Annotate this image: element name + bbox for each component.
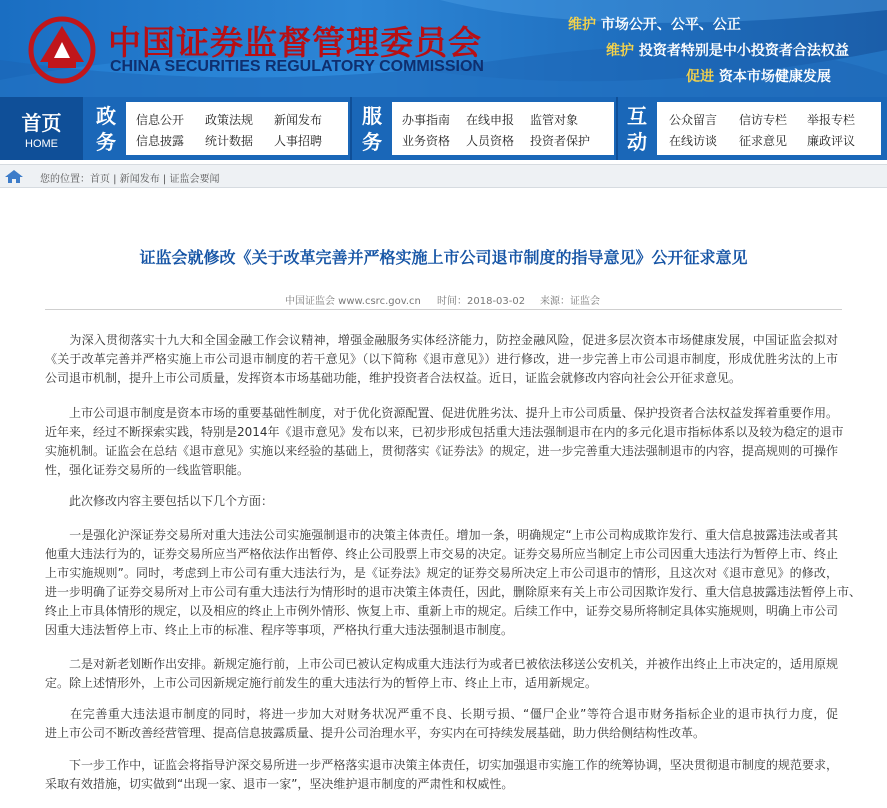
nav-link-statistics[interactable]: 统计数据 <box>205 134 254 148</box>
paragraph-line: 下一步工作中，证监会将指导沪深交易所进一步严格落实退市决策主体责任，切实加强退市实施工作的统筹协调，坚决贯彻退市制度的规范要求， <box>45 758 838 772</box>
article-paragraph-2 <box>45 404 844 480</box>
nav-home-label: 首页 <box>21 111 62 135</box>
main-navigation <box>0 97 887 160</box>
paragraph-line: 他重大违法行为的，证券交易所应当严格依法作出暂停、终止公司股票上市交易的决定。证券交易所应当制定上市公司因重大违法行为暂停上市、终止 <box>45 547 838 561</box>
nav-category-government-affairs <box>88 97 124 160</box>
nav-home-button[interactable] <box>0 97 83 160</box>
paragraph-line: 在完善重大违法退市制度的同时，将进一步加大对财务状况严重不良、长期亏损、“僵尸企业”等符合退市财务指标企业的退市执行力度，促 <box>45 707 838 721</box>
nav-link-online-interviews[interactable]: 在线访谈 <box>669 134 718 148</box>
slogan-2 <box>606 40 849 60</box>
slogan-1-text: 市场公开、公平、公正 <box>600 17 741 33</box>
article-paragraph-4 <box>45 526 862 640</box>
paragraph-line: 此次修改内容主要包括以下几个方面： <box>45 494 274 508</box>
article-paragraph-5 <box>45 655 838 693</box>
paragraph-line: 二是对新老划断作出安排。新规定施行前，上市公司已被认定构成重大违法行为或者已被依法移送公安机关，并被作出终止上市决定的，适用原规 <box>45 657 838 671</box>
article-origin: 来源：证监会 <box>540 296 600 307</box>
article-paragraph-1 <box>45 331 838 388</box>
nav-category-services <box>354 97 390 160</box>
site-header <box>0 0 887 97</box>
paragraph-line: 实施机制。证监会在总结《退市意见》实施以来经验的基础上，贯彻落实《证券法》的规定，进一步完善重大违法强制退市的内容，提高规则的可操作 <box>45 444 838 458</box>
paragraph-line: 一是强化沪深证券交易所对重大违法公司实施强制退市的决策主体责任。增加一条，明确规定“上市公司构成欺诈发行、重大信息披露违法或者其 <box>45 528 838 542</box>
nav-link-reports[interactable]: 举报专栏 <box>807 113 856 127</box>
paragraph-line: 《关于改革完善并严格实施上市公司退市制度的若干意见》（以下简称《退市意见》）进行修改，进一步完善上市公司退市制度，形成优胜劣汰的上市 <box>45 352 838 366</box>
paragraph-line: 上市实施规则”。同时，考虑到上市公司有重大违法行为，是《证券法》规定的证券交易所决定上市公司退市的情形，且这次对《退市意见》的修改， <box>45 566 838 580</box>
nav-category-char: 动 <box>627 130 647 154</box>
nav-link-policies-regulations[interactable]: 政策法规 <box>205 113 254 127</box>
paragraph-line: 进一步明确了证券交易所对上市公司有重大违法行为情形时的退市决策主体责任，因此，删除原来有关上市公司因欺诈发行、重大信息披露违法暂停上市、 <box>45 585 862 599</box>
nav-home-label-english: HOME <box>25 138 58 150</box>
nav-panel-interaction <box>657 102 881 155</box>
home-icon[interactable] <box>3 168 25 185</box>
article-paragraph-3 <box>45 492 838 511</box>
paragraph-line: 终止上市具体情形的规定，以及相应的终止上市例外情形、恢复上市、重新上市的规定。后续工作中，证券交易所将制定具体实施规则，明确上市公司 <box>45 604 838 618</box>
nav-link-service-guide[interactable]: 办事指南 <box>402 113 451 127</box>
csrc-logo[interactable] <box>26 14 98 84</box>
nav-link-regulated-entities[interactable]: 监管对象 <box>530 113 579 127</box>
nav-panel-government-affairs <box>126 102 348 155</box>
nav-link-investor-protection[interactable]: 投资者保护 <box>530 134 591 148</box>
organization-name-chinese: 中国证券监督管理委员会 <box>108 23 482 62</box>
paragraph-line: 上市公司退市制度是资本市场的重要基础性制度，对于优化资源配置、促进优胜劣汰、提升上市公司质量、保护投资者合法权益发挥着重要作用。 <box>45 406 838 420</box>
nav-divider <box>350 97 352 160</box>
breadcrumb-text: 您的位置：首页 | 新闻发布 | 证监会要闻 <box>40 174 220 185</box>
breadcrumb <box>0 164 887 188</box>
paragraph-line: 性，强化证券交易所的一线监管职能。 <box>45 463 250 477</box>
nav-category-char: 务 <box>362 130 382 154</box>
slogan-3-keyword: 促进 <box>686 69 714 85</box>
paragraph-line: 为深入贯彻落实十九大和全国金融工作会议精神，增强金融服务实体经济能力，防控金融风险，促进多层次资本市场健康发展，中国证监会拟对 <box>45 333 838 347</box>
article-meta <box>45 282 842 310</box>
article-paragraph-7 <box>45 756 838 794</box>
nav-link-business-qualification[interactable]: 业务资格 <box>402 134 451 148</box>
slogan-3-text: 资本市场健康发展 <box>718 69 831 85</box>
paragraph-line: 因重大违法暂停上市、终止上市的标准、程序等事项，严格执行重大违法强制退市制度。 <box>45 623 514 637</box>
organization-name-english: CHINA SECURITIES REGULATORY COMMISSION <box>110 58 484 75</box>
nav-category-interaction <box>619 97 655 160</box>
article-time: 时间：2018-03-02 <box>437 296 526 307</box>
nav-panel-services <box>392 102 614 155</box>
nav-category-char: 服 <box>362 104 382 128</box>
slogan-2-keyword: 维护 <box>606 43 634 59</box>
nav-link-news-release[interactable]: 新闻发布 <box>274 113 323 127</box>
nav-category-char: 互 <box>627 104 647 128</box>
nav-link-call-for-comments[interactable]: 征求意见 <box>739 134 788 148</box>
article-source: 中国证监会 www.csrc.gov.cn <box>285 296 421 307</box>
nav-category-char: 务 <box>96 130 116 154</box>
slogan-1 <box>568 14 741 34</box>
nav-category-char: 政 <box>96 104 116 128</box>
paragraph-line: 采取有效措施，切实做到“出现一家、退市一家”，坚决维护退市制度的严肃性和权威性。 <box>45 777 514 791</box>
article-title: 证监会就修改《关于改革完善并严格实施上市公司退市制度的指导意见》公开征求意见 <box>139 248 748 267</box>
nav-link-petitions[interactable]: 信访专栏 <box>739 113 788 127</box>
nav-link-info-disclosure-public[interactable]: 信息公开 <box>136 113 185 127</box>
nav-link-personnel-qualification[interactable]: 人员资格 <box>466 134 515 148</box>
slogan-3 <box>686 66 831 86</box>
nav-link-integrity-evaluation[interactable]: 廉政评议 <box>807 134 856 148</box>
nav-divider <box>616 97 618 160</box>
nav-link-online-filing[interactable]: 在线申报 <box>466 113 515 127</box>
nav-link-recruitment[interactable]: 人事招聘 <box>274 134 323 148</box>
paragraph-line: 公司退市机制，提升上市公司质量，发挥资本市场基础功能，维护投资者合法权益。近日，证监会就修改内容向社会公开征求意见。 <box>45 371 742 385</box>
paragraph-line: 近年来，经过不断探索实践，特别是2014年《退市意见》发布以来，已初步形成包括重大违法强制退市在内的多元化退市指标体系以及较为稳定的退市 <box>45 425 844 439</box>
article-paragraph-6 <box>45 705 838 743</box>
nav-link-public-messages[interactable]: 公众留言 <box>669 113 718 127</box>
paragraph-line: 定。除上述情形外，上市公司因新规定施行前发生的重大违法行为的暂停上市、终止上市，适用新规定。 <box>45 676 598 690</box>
nav-link-information-disclosure[interactable]: 信息披露 <box>136 134 185 148</box>
paragraph-line: 进上市公司不断改善经营管理、提高信息披露质量、提升公司治理水平，夯实内在可持续发展基础，助力供给侧结构性改革。 <box>45 726 706 740</box>
slogan-1-keyword: 维护 <box>568 17 596 33</box>
slogan-2-text: 投资者特别是中小投资者合法权益 <box>638 43 849 59</box>
